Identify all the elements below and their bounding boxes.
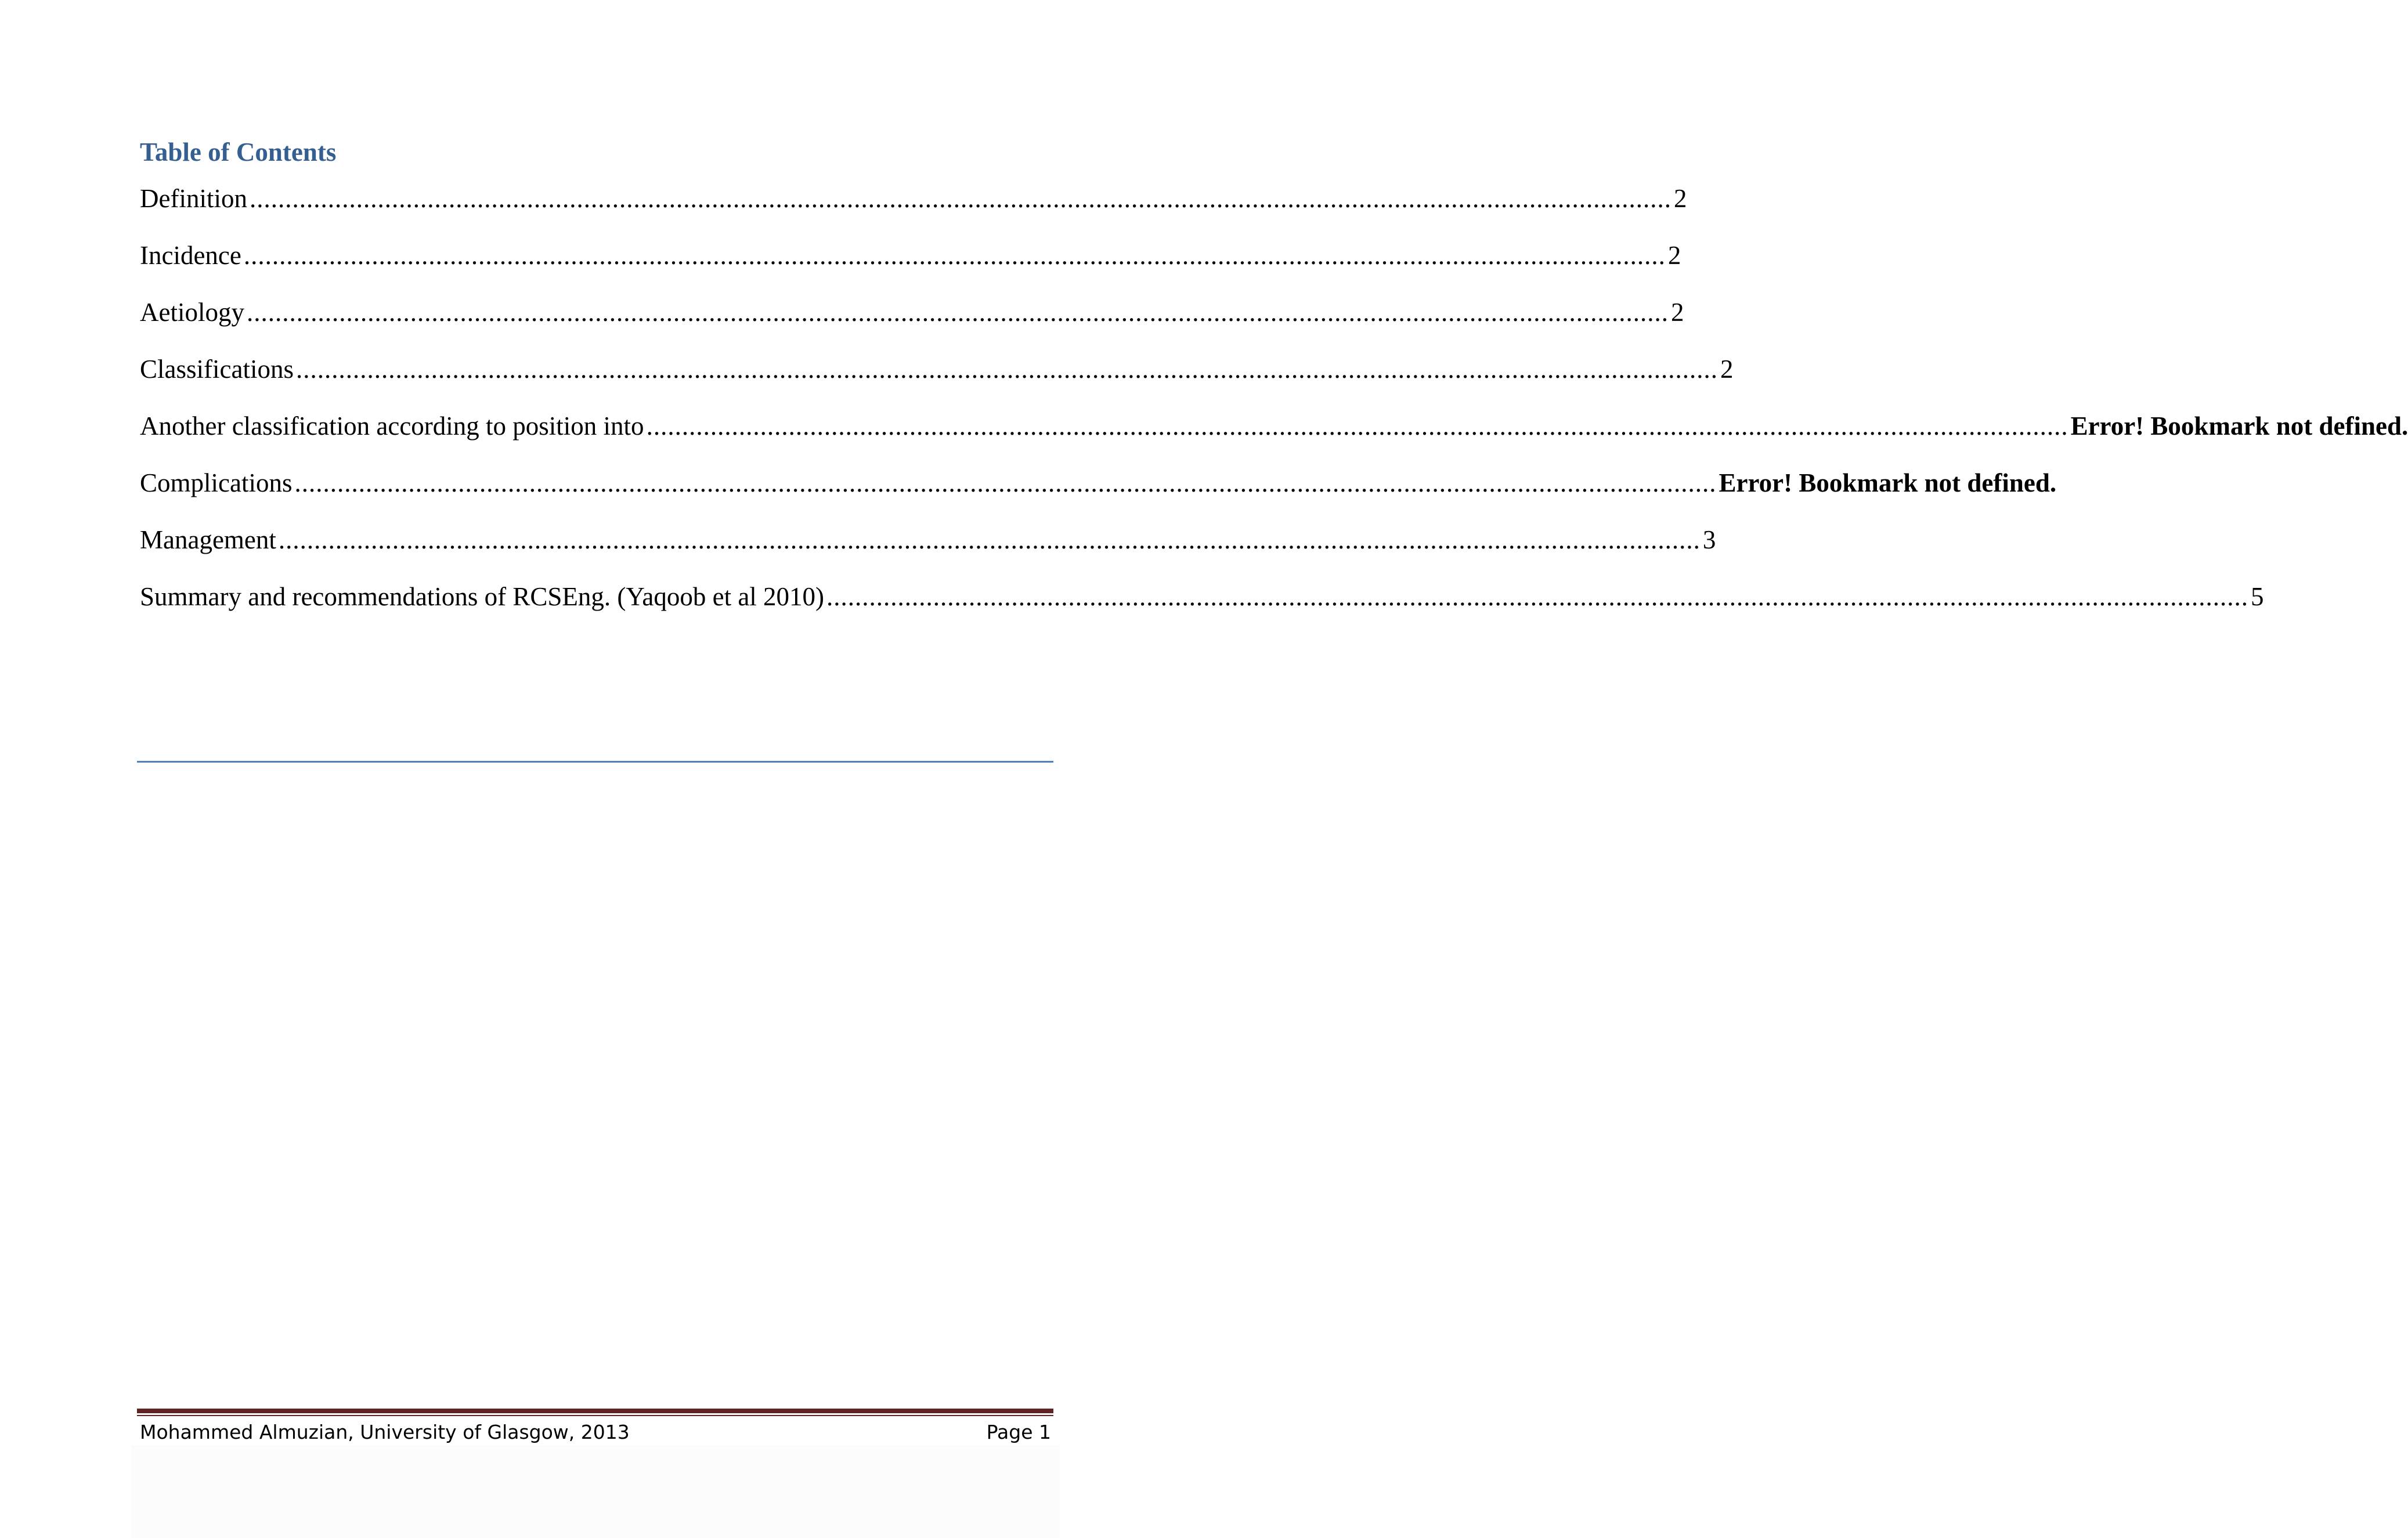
toc-entry-page: 2 xyxy=(1667,241,1681,270)
toc-entry-label: Management xyxy=(140,525,276,554)
toc-entry-another-classification[interactable] xyxy=(140,409,2408,465)
toc-entry-error-text: Error! Bookmark not defined. xyxy=(1719,468,2057,497)
toc-entry-page: 3 xyxy=(1702,525,1716,554)
toc-entry-label: Incidence xyxy=(140,241,241,270)
toc-entry-label: Summary and recommendations of RCSEng. (Yaqoob et al 2010) xyxy=(140,582,825,611)
toc-entry-label: Classifications xyxy=(140,355,294,384)
toc-entry-label: Definition xyxy=(140,184,247,213)
toc-entry-aetiology[interactable] xyxy=(140,295,1684,352)
toc-entry-page: 5 xyxy=(2251,582,2264,611)
toc-leader-dots: ........................................................................................................................................................................................................ xyxy=(646,411,2068,441)
toc-entry-label: Complications xyxy=(140,468,293,497)
toc-entry-summary[interactable] xyxy=(140,579,2264,636)
toc-entry-page: 2 xyxy=(1673,184,1687,213)
toc-divider-line xyxy=(137,761,1053,763)
toc-leader-dots: ........................................................................................................................................................................................................ xyxy=(826,582,2249,611)
footer-rule-thick xyxy=(137,1409,1053,1413)
toc-leader-dots: ........................................................................................................................................................................................................ xyxy=(294,468,1717,497)
page-bottom-shade xyxy=(131,1445,1060,1538)
toc-entry-definition[interactable] xyxy=(140,181,1687,238)
footer-rule-thin xyxy=(137,1415,1053,1416)
footer-page-number: Page 1 xyxy=(986,1421,1051,1443)
toc-entry-classifications[interactable] xyxy=(140,352,1734,409)
footer-author: Mohammed Almuzian, University of Glasgow, 2013 xyxy=(140,1421,630,1443)
toc-entry-complications[interactable] xyxy=(140,465,2057,522)
toc-entry-page: 2 xyxy=(1720,355,1734,384)
toc-entry-label: Aetiology xyxy=(140,298,244,327)
toc-title: Table of Contents xyxy=(140,138,337,167)
toc-entry-label: Another classification according to position into xyxy=(140,411,644,441)
toc-entry-page: 2 xyxy=(1670,298,1684,327)
toc-entry-management[interactable] xyxy=(140,522,1716,579)
toc-entry-incidence[interactable] xyxy=(140,238,1681,295)
toc-leader-dots: ........................................................................................................................................................................................................ xyxy=(243,241,1666,270)
toc-list xyxy=(140,181,2408,636)
toc-leader-dots: ........................................................................................................................................................................................................ xyxy=(249,184,1671,213)
toc-leader-dots: ........................................................................................................................................................................................................ xyxy=(246,298,1669,327)
toc-leader-dots: ........................................................................................................................................................................................................ xyxy=(295,355,1718,384)
toc-entry-error-text: Error! Bookmark not defined. xyxy=(2070,411,2408,441)
toc-leader-dots: ........................................................................................................................................................................................................ xyxy=(278,525,1701,554)
